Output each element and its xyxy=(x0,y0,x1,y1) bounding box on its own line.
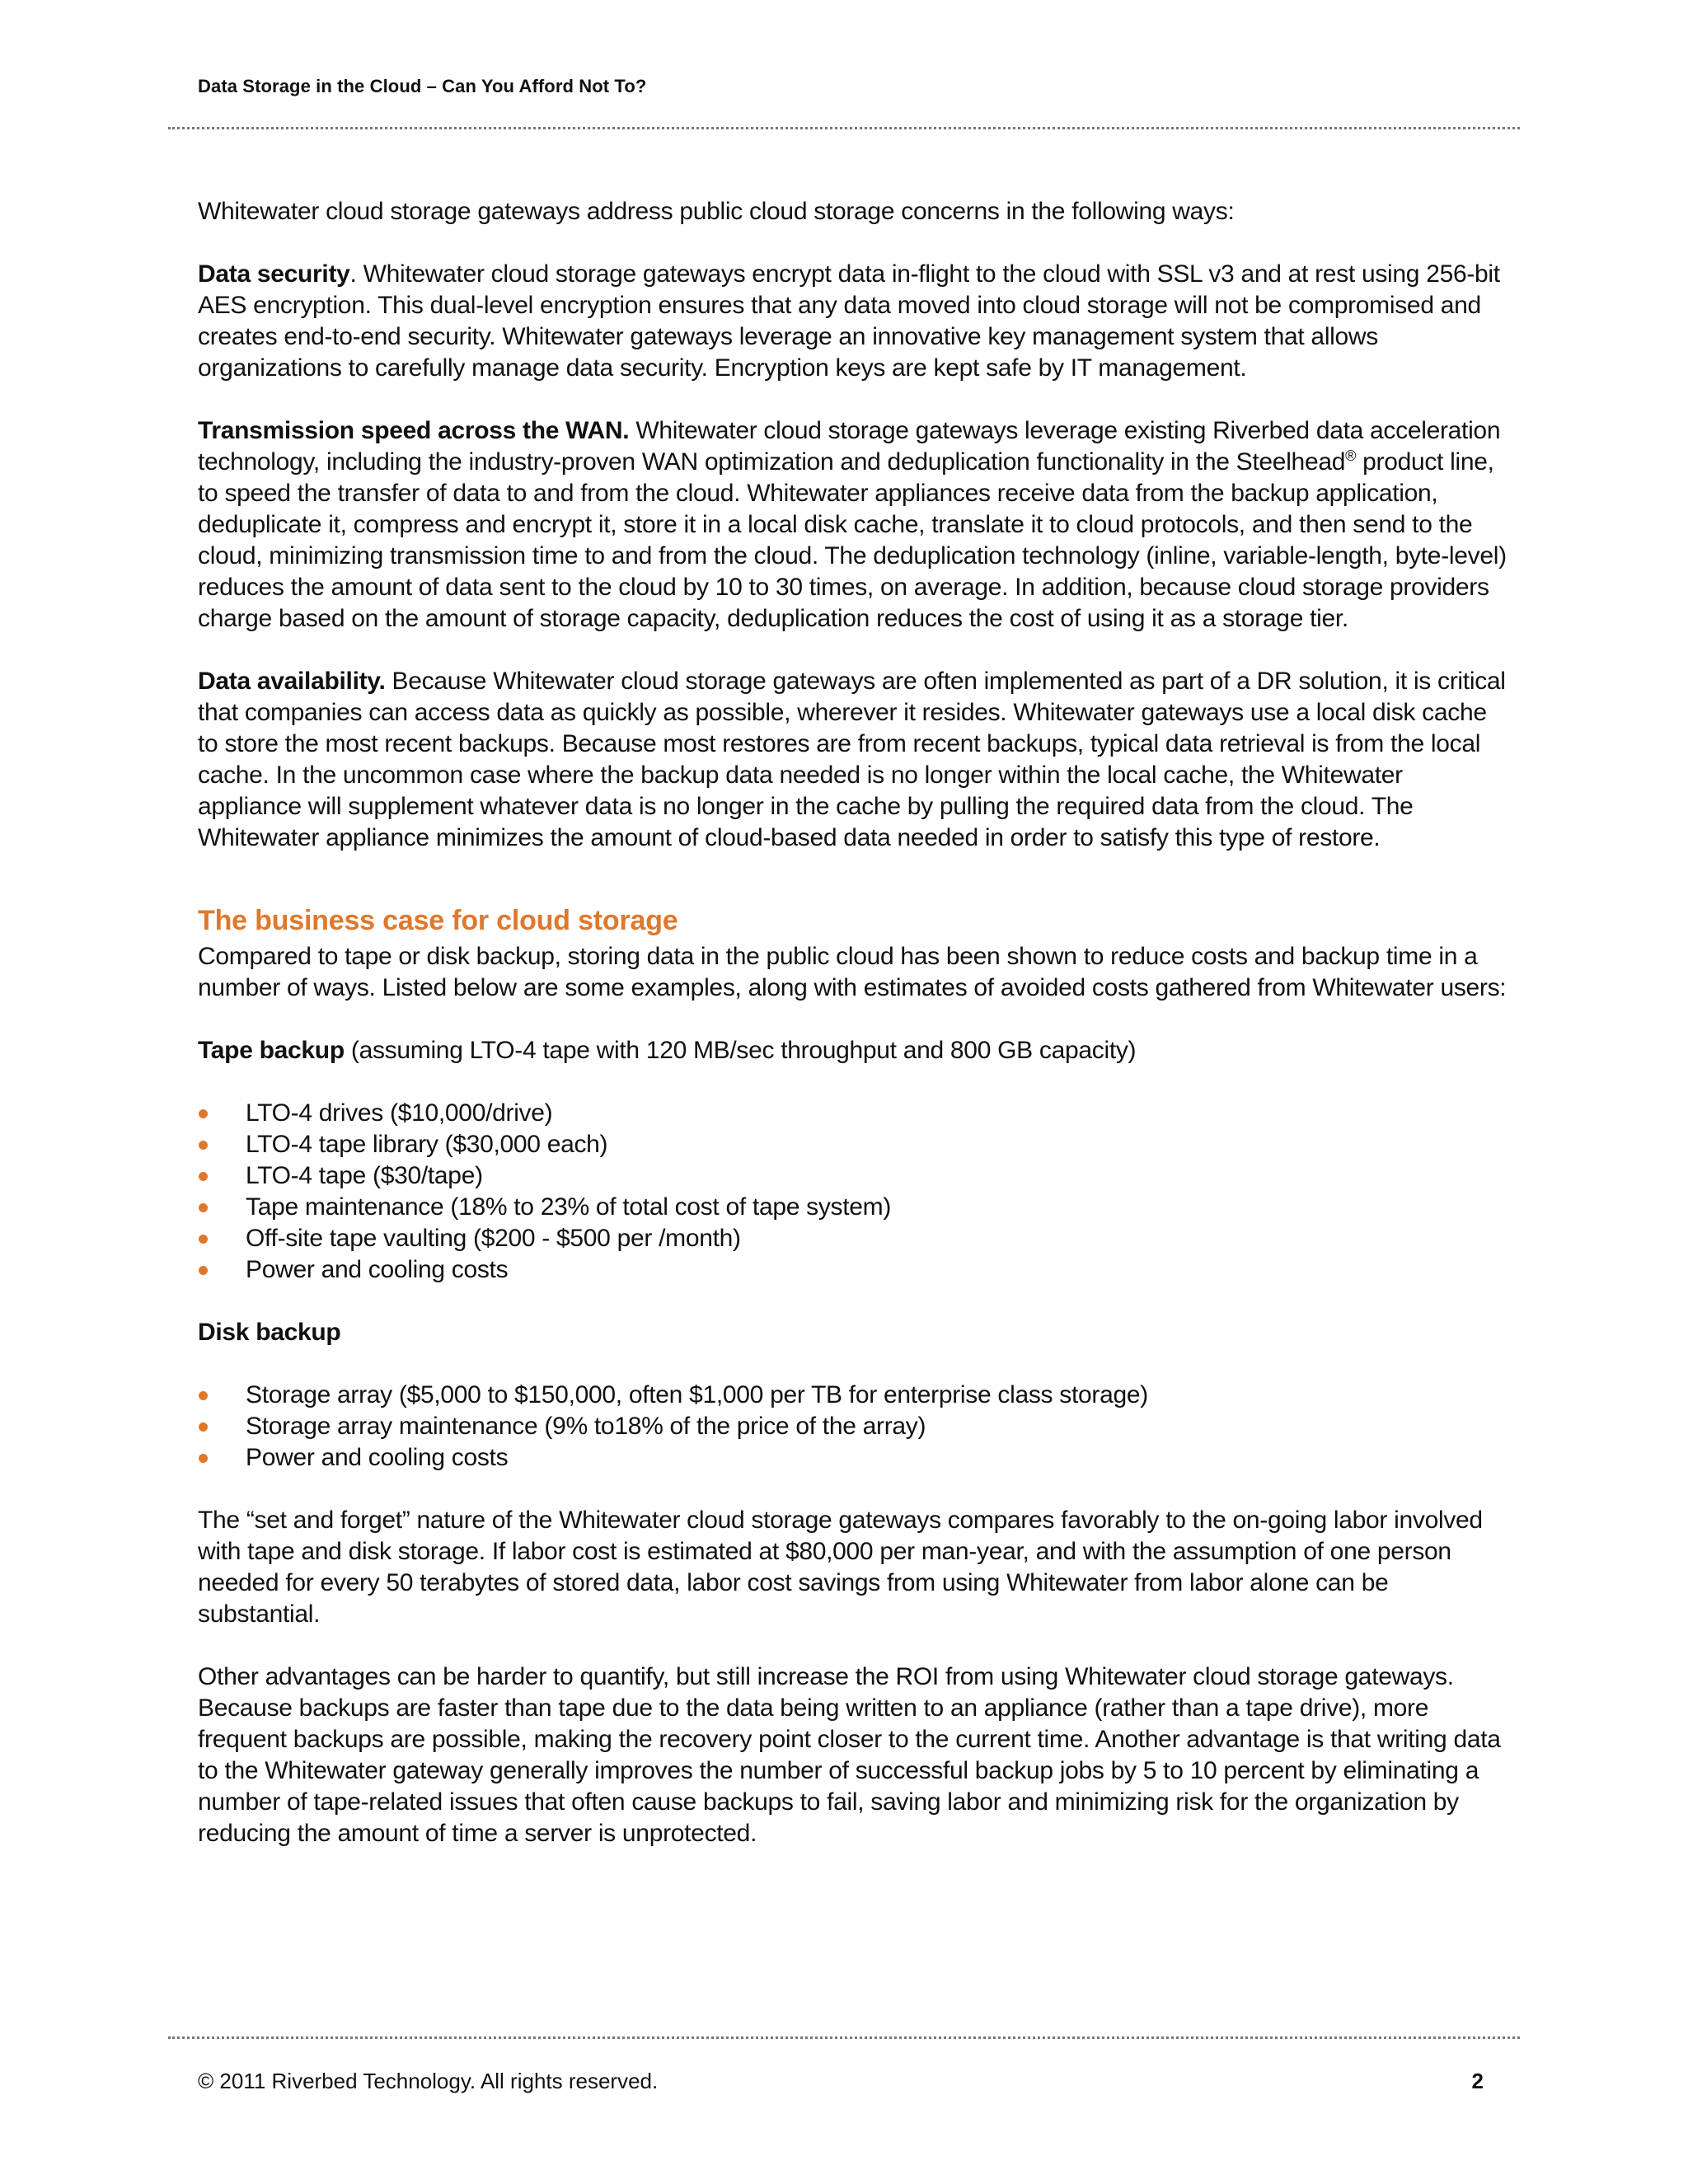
intro-paragraph: Whitewater cloud storage gateways address public cloud storage concerns in the following ways: xyxy=(198,198,1235,225)
labor-paragraph: The “set and forget” nature of the Whitewater cloud storage gateways compares favorably to the on-going labor involved with tape and disk storage. If labor cost is estimated at $80,000 per man-year, and with the assumption of one person needed for every 50 terabytes of stored data, labor cost savings from using Whitewater from labor alone can be substantial. xyxy=(198,1507,1483,1628)
disk-backup-lead: Disk backup xyxy=(198,1319,341,1346)
list-item: Storage array ($5,000 to $150,000, often $1,000 per TB for enterprise class storage) xyxy=(198,1380,1508,1411)
data-security-text: . Whitewater cloud storage gateways encrypt data in-flight to the cloud with SSL v3 and at rest using 256-bit AES encryption. This dual-level encryption ensures that any data moved into cloud storage will not be compromised and creates end-to-end security. Whitewater gateways leverage an innovative key management system that allows organizations to carefully manage data security. Encryption keys are kept safe by IT management. xyxy=(198,260,1500,382)
data-availability-text: Because Whitewater cloud storage gateways are often implemented as part of a DR solution, it is critical that companies can access data as quickly as possible, wherever it resides. Whitewater gateways use a local disk cache to store the most recent backups. Because most restores are from recent backups, typical data retrieval is from the local cache. In the uncommon case where the backup data needed is no longer within the local cache, the Whitewater appliance will supplement whatever data is no longer in the cache by pulling the required data from the cloud. The Whitewater appliance minimizes the amount of cloud-based data needed in order to satisfy this type of restore. xyxy=(198,668,1506,851)
list-item: Off-site tape vaulting ($200 - $500 per /month) xyxy=(198,1223,1508,1254)
business-case-intro: Compared to tape or disk backup, storing data in the public cloud has been shown to reduce costs and backup time in a number of ways. Listed below are some examples, along with estimates of avoided costs gathered from Whitewater users: xyxy=(198,943,1507,1001)
list-item: Power and cooling costs xyxy=(198,1442,1508,1474)
other-advantages-paragraph: Other advantages can be harder to quantify, but still increase the ROI from using Whitewater cloud storage gateways. Because backups are faster than tape due to the data being written to an appliance (rather than a tape drive), more frequent backups are possible, making the recovery point closer to the current time. Another advantage is that writing data to the Whitewater gateway generally improves the number of successful backup jobs by 5 to 10 percent by eliminating a number of tape-related issues that often cause backups to fail, saving labor and minimizing risk for the organization by reducing the amount of time a server is unprotected. xyxy=(198,1663,1501,1847)
data-security-lead: Data security xyxy=(198,260,350,288)
wan-paragraph xyxy=(198,415,1508,635)
business-case-heading: The business case for cloud storage xyxy=(198,905,678,936)
footer-divider xyxy=(168,2036,1520,2039)
list-item: Storage array maintenance (9% to18% of the price of the array) xyxy=(198,1411,1508,1442)
list-item: Tape maintenance (18% to 23% of total cost of tape system) xyxy=(198,1192,1508,1223)
list-item: Power and cooling costs xyxy=(198,1254,1508,1286)
header-divider xyxy=(168,127,1520,129)
data-security-paragraph xyxy=(198,259,1508,384)
list-item: LTO-4 tape library ($30,000 each) xyxy=(198,1129,1508,1160)
disk-cost-list xyxy=(198,1380,1508,1474)
tape-cost-list xyxy=(198,1098,1508,1286)
wan-lead: Transmission speed across the WAN. xyxy=(198,417,630,444)
tape-backup-lead: Tape backup xyxy=(198,1037,345,1064)
wan-text-part-1: Whitewater cloud storage gateways leverage existing Riverbed data acceleration technology, including the industry-proven WAN optimization and deduplication functionality in the Steelhead xyxy=(198,417,1501,476)
footer-copyright: © 2011 Riverbed Technology. All rights reserved. xyxy=(198,2069,659,2093)
list-item: LTO-4 tape ($30/tape) xyxy=(198,1160,1508,1192)
tape-backup-note: (assuming LTO-4 tape with 120 MB/sec throughput and 800 GB capacity) xyxy=(344,1037,1137,1064)
data-availability-paragraph xyxy=(198,666,1508,854)
list-item: LTO-4 drives ($10,000/drive) xyxy=(198,1098,1508,1129)
registered-mark: ® xyxy=(1345,448,1357,464)
page-number: 2 xyxy=(1471,2069,1484,2093)
wan-text-part-2: product line, to speed the transfer of data to and from the cloud. Whitewater appliances receive data from the backup application, deduplicate it, compress and encrypt it, store it in a local disk cache, translate it to cloud protocols, and then send to the cloud, minimizing transmission time to and from the cloud. The deduplication technology (inline, variable-length, byte-level) reduces the amount of data sent to the cloud by 10 to 30 times, on average. In addition, because cloud storage providers charge based on the amount of storage capacity, deduplication reduces the cost of using it as a storage tier. xyxy=(198,448,1507,632)
page-header-title: Data Storage in the Cloud – Can You Afford Not To? xyxy=(198,76,647,96)
tape-backup-heading xyxy=(198,1035,1508,1066)
data-availability-lead: Data availability. xyxy=(198,668,386,695)
disk-backup-heading xyxy=(198,1317,1508,1348)
document-body xyxy=(198,196,1508,1849)
